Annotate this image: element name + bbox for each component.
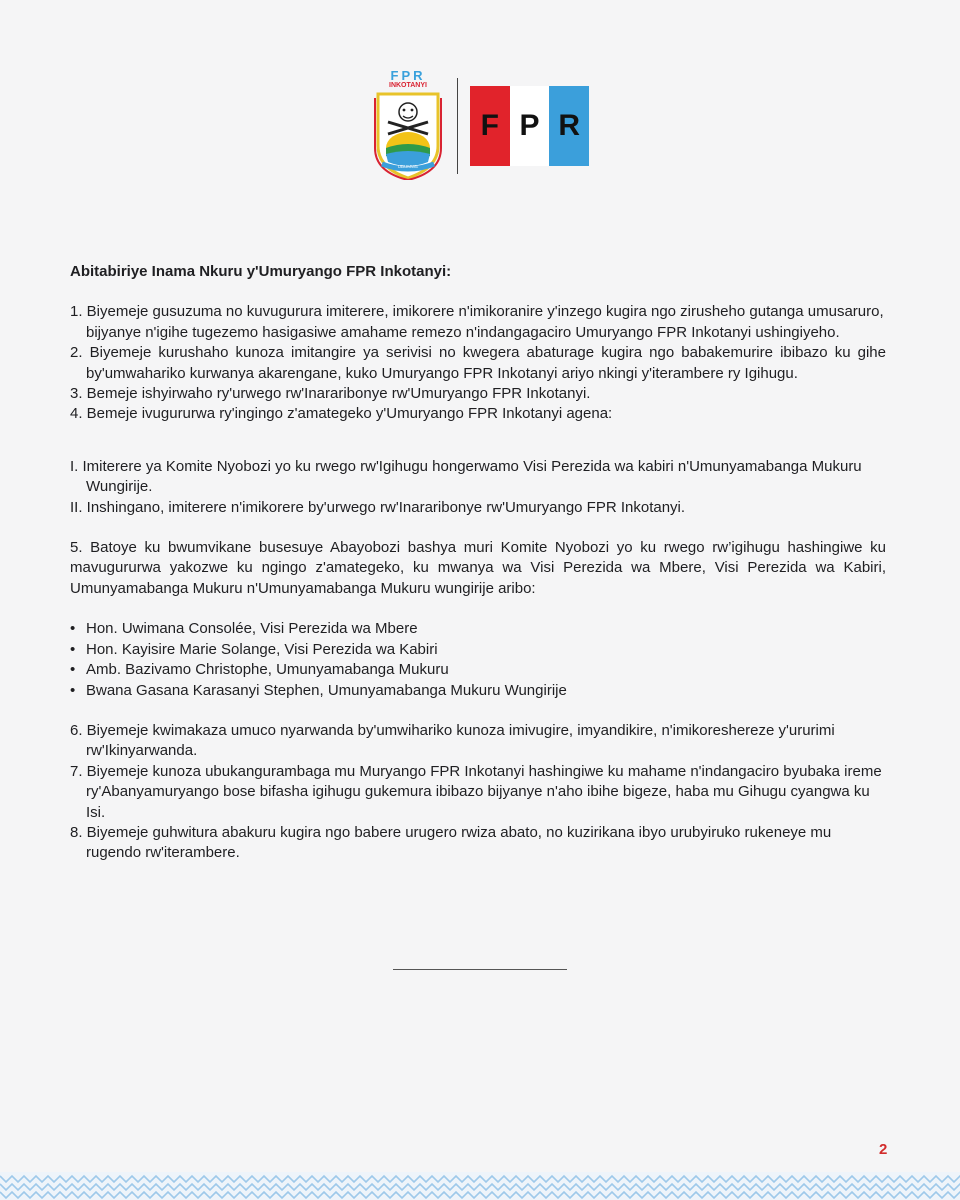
document-body: [70, 262, 886, 864]
amendment-ii: II. Inshingano, imiterere n'imikorere by'urwego rw'Inararibonye rw'Umuryango FPR Inkotanyi.: [70, 498, 686, 516]
flag-letter-f: F: [470, 86, 510, 166]
emblem-motto: UBUMWE: [397, 164, 419, 169]
resolution-3: 3. Bemeje ishyirwaho ry'urwego rw'Inararibonye rw'Umuryango FPR Inkotanyi.: [70, 385, 591, 403]
header-logos: [368, 68, 598, 180]
amendment-i: I. Imiterere ya Komite Nyobozi yo ku rwego rw'Igihugu hongerwamo Visi Perezida wa kabiri n'Umunyamabanga Mukuru Wungirije.: [70, 457, 862, 496]
elected-leaders-list: [70, 619, 886, 701]
list-item: • Bwana Gasana Karasanyi Stephen, Umunyamabanga Mukuru Wungirije: [70, 681, 886, 701]
logo-divider: [457, 78, 458, 174]
fpr-flag-logo: [470, 86, 589, 166]
resolution-2: 2. Biyemeje kurushaho kunoza imitangire ya serivisi no kwegera abaturage kugira ngo babakemurire ibibazo ku gihe by'umwahariko kurwanya akarengane, kuko Umuryango FPR Inkotanyi ariyo nkingi y'iterambere ry Igihugu.: [70, 344, 886, 382]
emblem-shield-icon: [372, 90, 444, 180]
flag-letter-r: R: [549, 86, 589, 166]
emblem-subtitle: INKOTANYI: [389, 82, 427, 89]
page-number: 2: [879, 1141, 888, 1158]
list-item: • Hon. Kayisire Marie Solange, Visi Perezida wa Kabiri: [70, 640, 886, 660]
document-heading: Abitabiriye Inama Nkuru y'Umuryango FPR Inkotanyi:: [70, 263, 452, 280]
resolution-1: 1. Biyemeje gusuzuma no kuvugurura imiterere, imikorere n'imikoranire y'inzego kugira ngo zirusheho gutanga umusaruro, bijyanye n'igihe tugezemo hasigasiwe amahame remezo n'indangagaciro Umuryango FPR Inkotanyi ushingiyeho.: [70, 303, 884, 341]
list-item: • Hon. Uwimana Consolée, Visi Perezida wa Mbere: [70, 619, 886, 639]
footer-pattern-icon: [0, 1172, 960, 1200]
resolution-5: 5. Batoye ku bwumvikane busesuye Abayobozi bashya muri Komite Nyobozi yo ku rwego rw’igihugu hashingiwe ku mavugururwa yakozwe ku ngingo z'amategeko, ku mwanya wa Visi Perezida wa Mbere, Visi Perezida wa Kabiri, Umunyamabanga Mukuru n'Umunyamabanga Mukuru wungirije aribo:: [70, 539, 886, 597]
resolution-8: 8. Biyemeje guhwitura abakuru kugira ngo babere urugero rwiza abato, no kuzirikana ibyo urubyiruko rukeneye mu rugendo rw'iterambere.: [70, 823, 832, 862]
resolution-4: 4. Bemeje ivugururwa ry'ingingo z'amategeko y'Umuryango FPR Inkotanyi agena:: [70, 405, 613, 423]
resolution-7: 7. Biyemeje kunoza ubukangurambaga mu Muryango FPR Inkotanyi hashingiwe ku mahame n'indangaciro byubaka ireme ry'Abanyamuryango bose bifasha igihugu gukemura ibibazo bijyanye n'aho ibihe bigeze, haba mu Gihugu cyangwa ku Isi.: [70, 762, 882, 821]
list-item: • Amb. Bazivamo Christophe, Umunyamabanga Mukuru: [70, 660, 886, 680]
fpr-emblem: [368, 68, 448, 180]
end-rule: [393, 969, 567, 970]
resolution-6: 6. Biyemeje kwimakaza umuco nyarwanda by'umwihariko kunoza imivugire, imyandikire, n'imikoreshereze y'ururimi rw'Ikinyarwanda.: [70, 721, 835, 760]
emblem-title: FPR: [390, 68, 426, 83]
flag-letter-p: P: [510, 86, 550, 166]
